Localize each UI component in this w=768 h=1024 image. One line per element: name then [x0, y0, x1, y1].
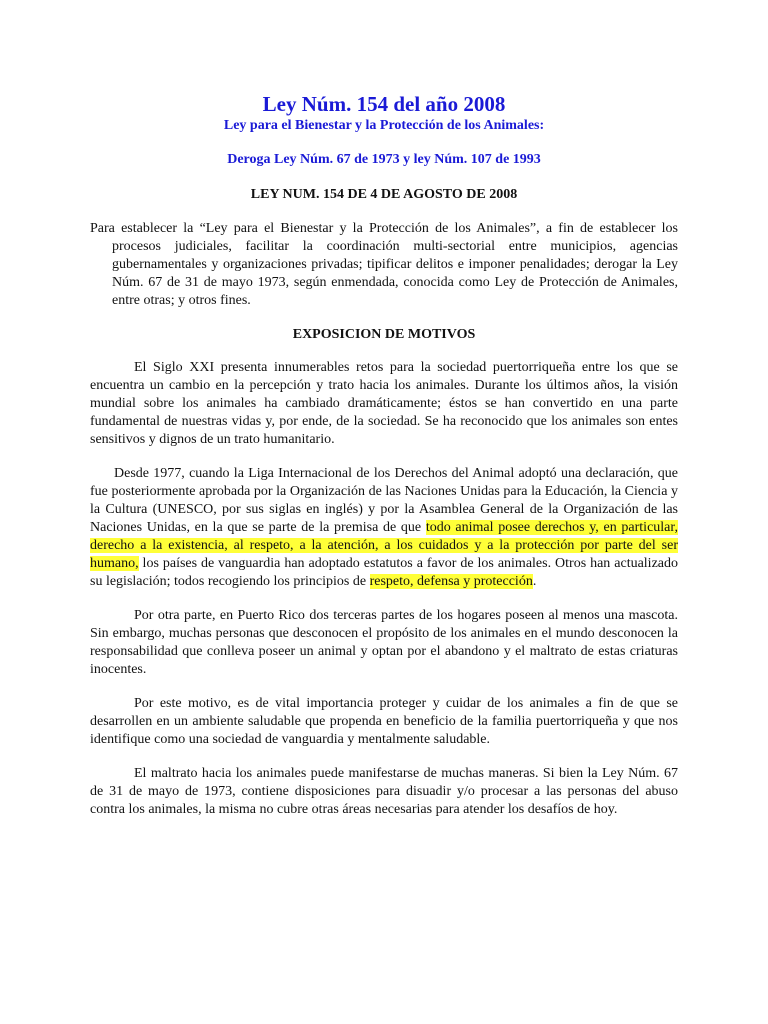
document-title: Ley Núm. 154 del año 2008 [262, 92, 506, 116]
highlight-rights: todo animal posee derechos y, en particular, derecho a la existencia, al respeto, a la atención, a los cuidados y a la protección por parte del ser humano, [90, 520, 678, 571]
section-heading: EXPOSICION DE MOTIVOS [292, 327, 476, 342]
paragraph-2-text-before: Desde 1977, cuando la Liga Internacional de los Derechos del Animal adoptó una declaración, que fue posteriormente aprobada por la Organización de las Naciones Unidas para la Educación, la Ciencia y la Cultura (UNESCO, por sus siglas en inglés) y por la Asamblea General de la Organización de las Naciones Unidas, en la que se parte de la premisa de que [90, 466, 678, 535]
paragraph-2-text-after: . [532, 574, 537, 589]
paragraph-1: El Siglo XXI presenta innumerables retos para la sociedad puertorriqueña entre los que se encuentra un cambio en la percepción y trato hacia los animales. Durante los últimos años, la visión mundial sobre los animales ha cambiado dramáticamente; éstos se han convertido en una parte fundamental de nuestras vidas y, por ende, de la sociedad. Se ha reconocido que los animales son entes sensitivos y dignos de un trato humanitario. [90, 360, 678, 447]
intro-paragraph: Para establecer la “Ley para el Bienestar y la Protección de los Animales”, a fin de establecer los procesos judiciales, facilitar la coordinación multi-sectorial entre municipios, agencias gubernamentales y organizaciones privadas; tipificar delitos e imponer penalidades; derogar la Ley Núm. 67 de 31 de mayo 1973, según enmendada, conocida como Ley de Protección de Animales, entre otras; y otros fines. [90, 221, 678, 308]
paragraph-5: El maltrato hacia los animales puede manifestarse de muchas maneras. Si bien la Ley Núm. 67 de 31 de mayo de 1973, contiene disposiciones para disuadir y/o procesar a las personas del abuso contra los animales, la misma no cubre otras áreas necesarias para atender los desafíos de hoy. [90, 766, 678, 817]
paragraph-2-text-middle: los países de vanguardia han adoptado estatutos a favor de los animales. Otros han actualizado su legislación; todos recogiendo los principios de [90, 556, 678, 589]
paragraph-4: Por este motivo, es de vital importancia proteger y cuidar de los animales a fin de que se desarrollen en un ambiente saludable que propenda en beneficio de la familia puertorriqueña y que nos identifique como una sociedad de vanguardia y mentalmente saludable. [90, 696, 678, 747]
law-heading: LEY NUM. 154 DE 4 DE AGOSTO DE 2008 [250, 187, 518, 202]
document-page [90, 92, 678, 819]
highlight-principles: respeto, defensa y protección [369, 574, 533, 589]
paragraph-3: Por otra parte, en Puerto Rico dos terceras partes de los hogares poseen al menos una mascota. Sin embargo, muchas personas que desconocen el propósito de los animales en el mundo desconocen la responsabilidad que conlleva poseer un animal y optan por el abandono y el maltrato de estas criaturas inocentes. [90, 608, 678, 677]
document-subtitle: Ley para el Bienestar y la Protección de los Animales: [223, 118, 545, 133]
paragraph-2 [90, 465, 678, 591]
derogation-line: Deroga Ley Núm. 67 de 1973 y ley Núm. 107 de 1993 [227, 152, 541, 167]
